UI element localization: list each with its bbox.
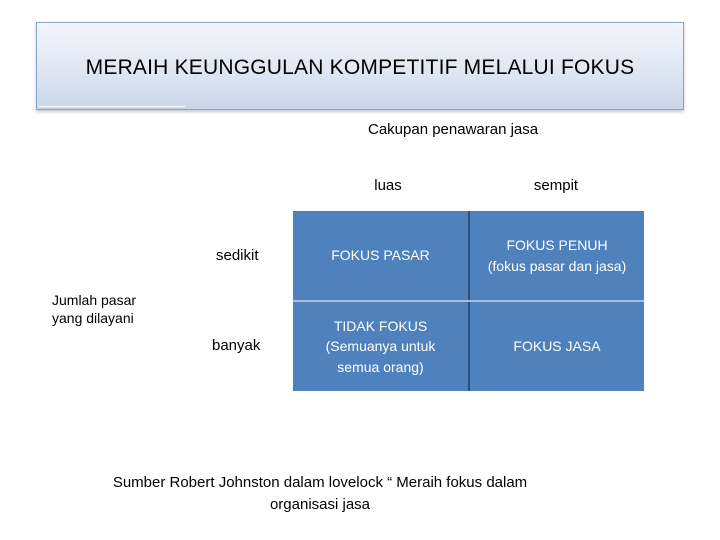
cell-banyak-luas-line2: (Semuanya untuk	[325, 338, 436, 355]
cell-sedikit-sempit	[470, 211, 644, 300]
matrix-horizontal-divider	[293, 300, 644, 302]
column-header-luas: luas	[374, 177, 402, 194]
column-header-sempit: sempit	[533, 177, 579, 194]
axis-left-label-line1: Jumlah pasar	[52, 292, 137, 308]
cell-sedikit-luas	[293, 211, 468, 300]
axis-left-label	[52, 291, 136, 327]
cell-banyak-sempit-line1: FOKUS JASA	[513, 338, 601, 355]
cell-banyak-luas-line1: TIDAK FOKUS	[333, 318, 428, 335]
source-line1: Sumber Robert Johnston dalam lovelock “ Meraih fokus dalam	[112, 474, 528, 491]
cell-sedikit-sempit-line1: FOKUS PENUH	[506, 237, 608, 254]
row-header-sedikit: sedikit	[216, 247, 259, 264]
cell-sedikit-sempit-line2: (fokus pasar dan jasa)	[487, 257, 627, 274]
cell-banyak-sempit	[470, 302, 644, 391]
axis-left-label-line2: yang dilayani	[52, 310, 134, 327]
row-header-banyak: banyak	[212, 337, 261, 354]
page-title: MERAIH KEUNGGULAN KOMPETITIF MELALUI FOKUS	[85, 56, 635, 79]
axis-top-label: Cakupan penawaran jasa	[368, 121, 539, 138]
cell-sedikit-luas-line1: FOKUS PASAR	[331, 247, 430, 264]
cell-banyak-luas	[293, 302, 468, 391]
title-banner	[36, 22, 684, 110]
source-line2: organisasi jasa	[269, 495, 371, 513]
title-accent-line	[39, 106, 185, 107]
cell-banyak-luas-line3: semua orang)	[337, 358, 424, 375]
source-citation	[60, 472, 580, 516]
